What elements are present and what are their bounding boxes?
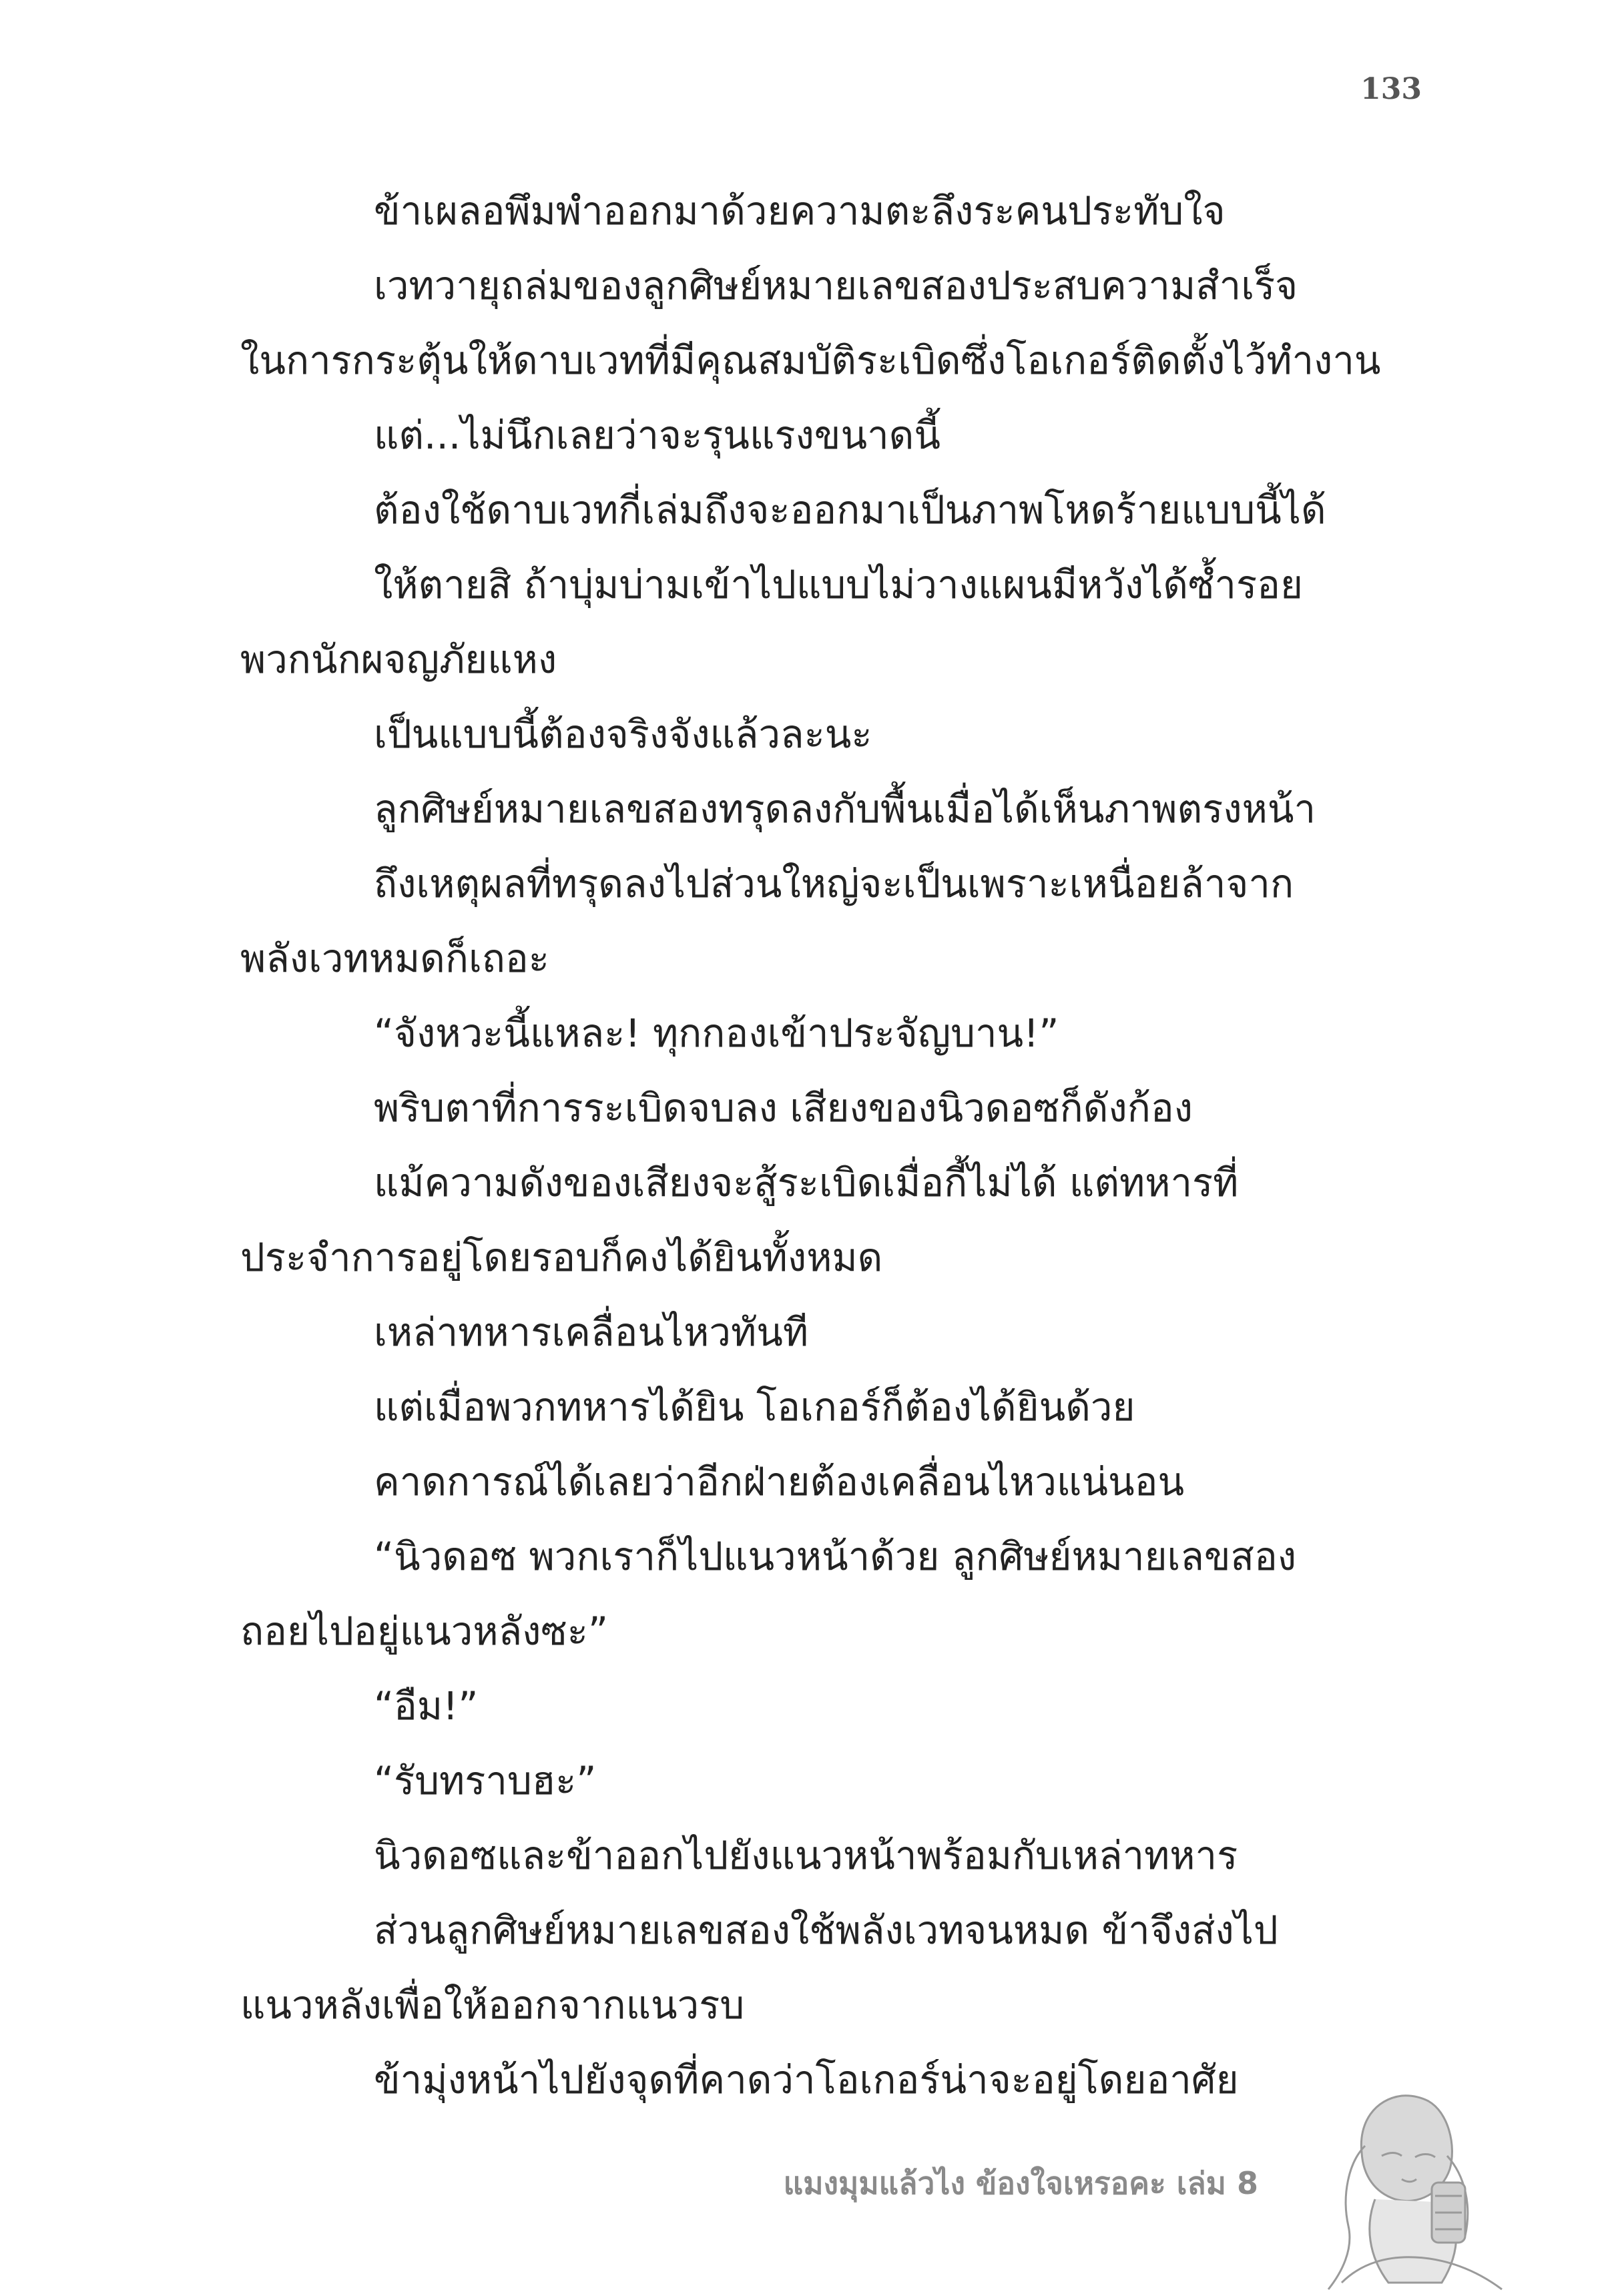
text-line: แต่เมื่อพวกทหารได้ยิน โอเกอร์ก็ต้องได้ยินด้วย xyxy=(374,1384,1135,1430)
text-line: นิวดอซและข้าออกไปยังแนวหน้าพร้อมกับเหล่าทหาร xyxy=(374,1833,1238,1878)
text-line: ในการกระตุ้นให้ดาบเวทที่มีคุณสมบัติระเบิดซึ่งโอเกอร์ติดตั้งไว้ทำงาน xyxy=(240,338,1381,383)
text-line: เวทวายุถล่มของลูกศิษย์หมายเลขสองประสบความสำเร็จ xyxy=(374,263,1298,308)
text-line: พวกนักผจญภัยแหง xyxy=(240,637,557,682)
text-line: ข้าเผลอพึมพำออกมาด้วยความตะลึงระคนประทับใจ xyxy=(374,188,1226,234)
text-line: ถอยไปอยู่แนวหลังซะ” xyxy=(240,1609,608,1654)
text-line: “นิวดอซ พวกเราก็ไปแนวหน้าด้วย ลูกศิษย์หมายเลขสอง xyxy=(374,1534,1297,1579)
text-line: “อืม!” xyxy=(374,1683,479,1729)
text-line: ส่วนลูกศิษย์หมายเลขสองใช้พลังเวทจนหมด ข้าจึงส่งไป xyxy=(374,1908,1278,1953)
text-line: พลังเวทหมดก็เถอะ xyxy=(240,936,549,981)
text-line: “จังหวะนี้แหละ! ทุกกองเข้าประจัญบาน!” xyxy=(374,1011,1059,1056)
text-line: แต่...ไม่นึกเลยว่าจะรุนแรงขนาดนี้ xyxy=(374,412,941,458)
text-line: แนวหลังเพื่อให้ออกจากแนวรบ xyxy=(240,1982,745,2028)
text-line: แม้ความดังของเสียงจะสู้ระเบิดเมื่อกี้ไม่ได้ แต่ทหารที่ xyxy=(374,1160,1239,1205)
character-illustration-icon xyxy=(1302,2082,1522,2296)
text-line: ต้องใช้ดาบเวทกี่เล่มถึงจะออกมาเป็นภาพโหดร้ายแบบนี้ได้ xyxy=(374,487,1326,533)
text-line: ให้ตายสิ ถ้าบุ่มบ่ามเข้าไปแบบไม่วางแผนมีหวังได้ซ้ำรอย xyxy=(374,562,1303,607)
text-line: ประจำการอยู่โดยรอบก็คงได้ยินทั้งหมด xyxy=(240,1235,883,1280)
text-line: ลูกศิษย์หมายเลขสองทรุดลงกับพื้นเมื่อได้เห็นภาพตรงหน้า xyxy=(374,786,1316,832)
text-line: พริบตาที่การระเบิดจบลง เสียงของนิวดอซก็ดังก้อง xyxy=(374,1085,1193,1131)
book-title-footer: แมงมุมแล้วไง ข้องใจเหรอคะ เล่ม 8 xyxy=(783,2165,1258,2201)
text-line: ข้ามุ่งหน้าไปยังจุดที่คาดว่าโอเกอร์น่าจะอยู่โดยอาศัย xyxy=(374,2057,1239,2102)
page-number: 133 xyxy=(1360,72,1422,106)
text-line: เหล่าทหารเคลื่อนไหวทันที xyxy=(374,1310,809,1355)
text-line: เป็นแบบนี้ต้องจริงจังแล้วละนะ xyxy=(374,711,872,757)
text-line: “รับทราบฮะ” xyxy=(374,1758,597,1803)
text-line: ถึงเหตุผลที่ทรุดลงไปส่วนใหญ่จะเป็นเพราะเหนื่อยล้าจาก xyxy=(374,861,1294,906)
text-line: คาดการณ์ได้เลยว่าอีกฝ่ายต้องเคลื่อนไหวแน่นอน xyxy=(374,1459,1185,1504)
